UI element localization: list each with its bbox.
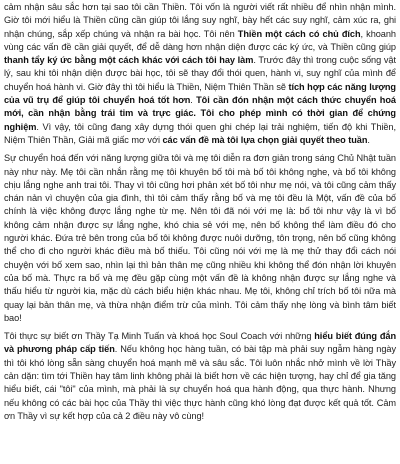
bold-text-segment: tích hợp các năng lượng của vũ trụ để giúp tôi chuyển hoá tốt hơn: [4, 81, 396, 106]
text-segment: . Vì vậy, tôi cũng đang xây dựng thói quen ghi chép lại trải nghiệm, tiến độ khi Thiền, Niệm Thiên Thần, Giải mã giấc mơ với: [4, 121, 396, 145]
text-segment: .: [367, 134, 370, 145]
text-segment: cảm nhận sâu sắc hơn tại sao tôi cần Thiền. Tôi vốn là người viết rất nhiều để nhìn nhận mình. Giờ tôi mới hiểu là Thiền cũng cần giúp tôi lắng suy nghĩ, bày hết các suy nghĩ, cảm xúc ra, ghi nhận chúng, sắp xếp chúng và nhận ra bài học. Tôi nên: [4, 2, 396, 39]
text-segment: , khoanh vùng các vấn đề cần giải quyết, để dễ dàng hơn nhận diện được các ký ức, và Thiền cũng giúp: [4, 28, 396, 52]
bold-text-segment: Tôi cần đón nhận một cách thức chuyển hoá mới, cần nhận bằng trái tim và trực giác. Tôi cho phép mình có thời gian để chứng nghiệm: [4, 95, 396, 132]
paragraph-gratitude: [4, 330, 396, 423]
paragraph-thien-reflection: [4, 1, 396, 147]
paragraph-family-story: [4, 152, 396, 325]
text-segment: Sự chuyển hoá đến với năng lượng giữa tôi và mẹ tôi diễn ra đơn giản trong sáng Chủ Nhật tuần này như này. Mẹ tôi cần nhắn rằng mẹ tôi khuyên bố tôi mà bố tôi không nghe, và bố tôi không chịu lắng nghe anh trai tôi. Thay vì tôi cũng hơi phản xét bố tôi như mẹ nói, và tôi cũng cảm thấy chán nản vì chuyện của gia đình, thì tôi cảm thấy rằng bố và mẹ tôi đều là Một, vấn đề của bố chính là việc không được lắng nghe từ mẹ. Nên tôi đã nói với mẹ là: bố tôi như vậy là vì bố không cảm nhận được sự lắng nghe, khó chia sẻ với mẹ, nên bố không thể làm điều đó cho người khác. Đứa trẻ bên trong của bố tôi không được nuôi dưỡng, tôn trọng, nên bố cũng không thể cho đi cho người khác điều mà bố thiếu. Tôi cũng nói với mẹ là mẹ thử thay đổi cách nói chuyện với bố xem sao, nhìn lại thì bản thân mẹ cũng nhiều khi không thể đón nhận lời khuyên của bố mà. Thực ra bố và mẹ đều gặp cùng một vấn đề là không nhận được sự lắng nghe và thấu hiểu từ người kia, mặc dù cách biểu hiện khác nhau. Mẹ tôi, không chỉ trích bố tôi nữa mà quay lại bản thân mẹ, và thừa nhận điểm trừ của mình. Tôi cảm thấy nhẹ lòng và bình tâm biết bao!: [4, 153, 396, 323]
text-segment: .: [190, 95, 197, 106]
bold-text-segment: hiểu biết đúng đắn và phương pháp cấp tiến: [4, 331, 397, 355]
bold-text-segment: thanh tẩy ký ức bằng một cách khác với cách tôi hay làm: [4, 55, 254, 66]
bold-text-segment: Thiền một cách có chủ đích: [237, 28, 361, 39]
text-segment: Tôi thực sự biết ơn Thầy Tạ Minh Tuấn và khoá học Soul Coach với những: [4, 331, 315, 342]
bold-text-segment: các vấn đề mà tôi lựa chọn giải quyết theo tuần: [162, 134, 368, 145]
text-segment: . Nếu không học hàng tuần, có bài tập mà phải suy ngẫm hàng ngày thì tôi khó lòng sẵn sàng chuyển hoá mạnh mẽ và sâu sắc. Tôi luôn nhắc nhở mình về lời Thầy cản dặn: tìm tới Thiền hay tâm linh không phải là biết hơn về các hiện tượng, hay chỉ để gia tăng hiểu biết, cái "tôi" của mình, mà phải là sự chuyển hoá qua hành động, qua thực hành. Nhưng nếu không có các bài học của Thầy thì việc thực hành cũng khó lòng đạt được kết quả tốt. Cảm ơn Thầy vì sự kết hợp của cả 2 điều này vô cùng!: [4, 344, 397, 421]
text-segment: . Trước đây thì trong cuộc sống vật lý, sau khi tôi nhận diện được bài học, tôi sẽ thay đổi thói quen, hành vi, suy nghĩ của mình để chuyển hoá hành vi. Giờ đây thì tôi hiểu là Thiền, Niệm Thiên Thần sẽ: [4, 55, 396, 92]
